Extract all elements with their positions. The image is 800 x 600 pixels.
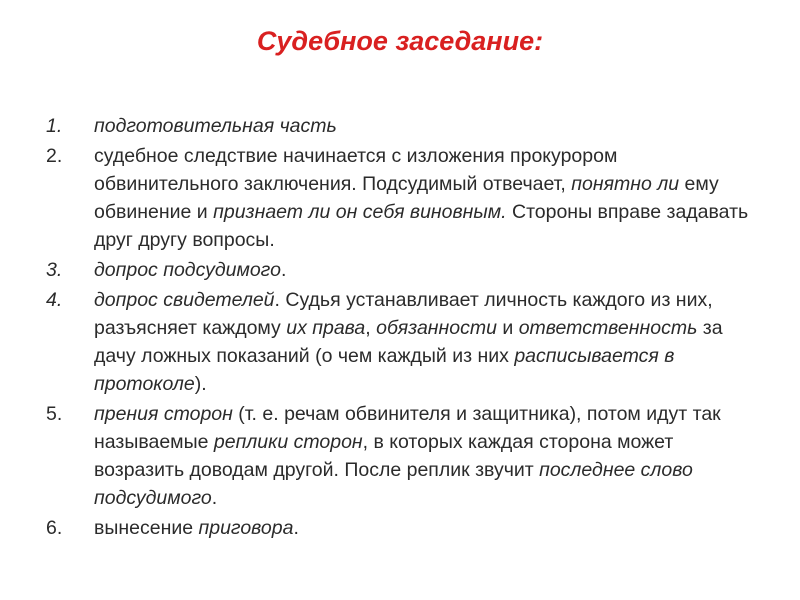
list-item-text (94, 517, 299, 539)
body-text: судебное следствие начинается с изложения прокурором обвинительного заключения. Подсудимый отвечает, (94, 145, 618, 195)
body-text: . (293, 517, 299, 539)
body-text: вынесение (94, 517, 199, 539)
emphasis-text: их права (286, 317, 366, 339)
emphasis-text: прения сторон (94, 403, 233, 425)
list-item (46, 400, 766, 512)
emphasis-text: понятно ли (571, 173, 680, 195)
body-text: , в которых каждая сторона может возразить доводам другой. После реплик звучит (94, 431, 674, 481)
stages-list (46, 112, 766, 544)
list-item-number: 2. (46, 145, 63, 167)
emphasis-text: расписывается в протоколе (94, 345, 675, 395)
list-item-text (94, 115, 337, 137)
list-item (46, 142, 766, 254)
emphasis-text: последнее слово подсудимого (94, 459, 693, 509)
list-item (46, 514, 766, 542)
emphasis-text: подготовительная часть (94, 115, 337, 137)
list-item-text (94, 145, 748, 251)
body-text: за дачу ложных показаний (о чем каждый из них (94, 317, 723, 367)
list-item-number: 4. (46, 289, 63, 311)
emphasis-text: допрос подсудимого (94, 259, 281, 281)
list-item-number: 5. (46, 403, 63, 425)
emphasis-text: приговора (198, 517, 294, 539)
list-item-text (94, 403, 721, 509)
list-item-text (94, 259, 286, 281)
body-text: (т. е. речам обвинителя и защитника), потом идут так называемые (94, 403, 721, 453)
list-item-number: 6. (46, 517, 63, 539)
emphasis-text: ответственность (518, 317, 698, 339)
emphasis-text: обязанности (376, 317, 497, 339)
list-item-text (94, 289, 723, 395)
list-item (46, 112, 766, 140)
list-item (46, 256, 766, 284)
body-text: ему обвинение и (94, 173, 719, 223)
body-text: , (365, 317, 377, 339)
body-text: ). (194, 373, 207, 395)
body-text: . (280, 259, 287, 281)
emphasis-text: признает ли он себя виновным. (213, 201, 507, 223)
page-title: Судебное заседание: (256, 26, 544, 56)
emphasis-text: допрос свидетелей (94, 289, 275, 311)
body-text: Стороны вправе задавать друг другу вопросы. (94, 201, 749, 251)
list-item (46, 286, 766, 398)
list-item-number: 1. (46, 115, 63, 137)
body-text: и (496, 317, 519, 339)
body-text: . (211, 487, 218, 509)
body-text: . Судья устанавливает личность каждого из них, разъясняет каждому (94, 289, 713, 339)
list-item-number: 3. (46, 259, 63, 281)
emphasis-text: реплики сторон (213, 431, 363, 453)
